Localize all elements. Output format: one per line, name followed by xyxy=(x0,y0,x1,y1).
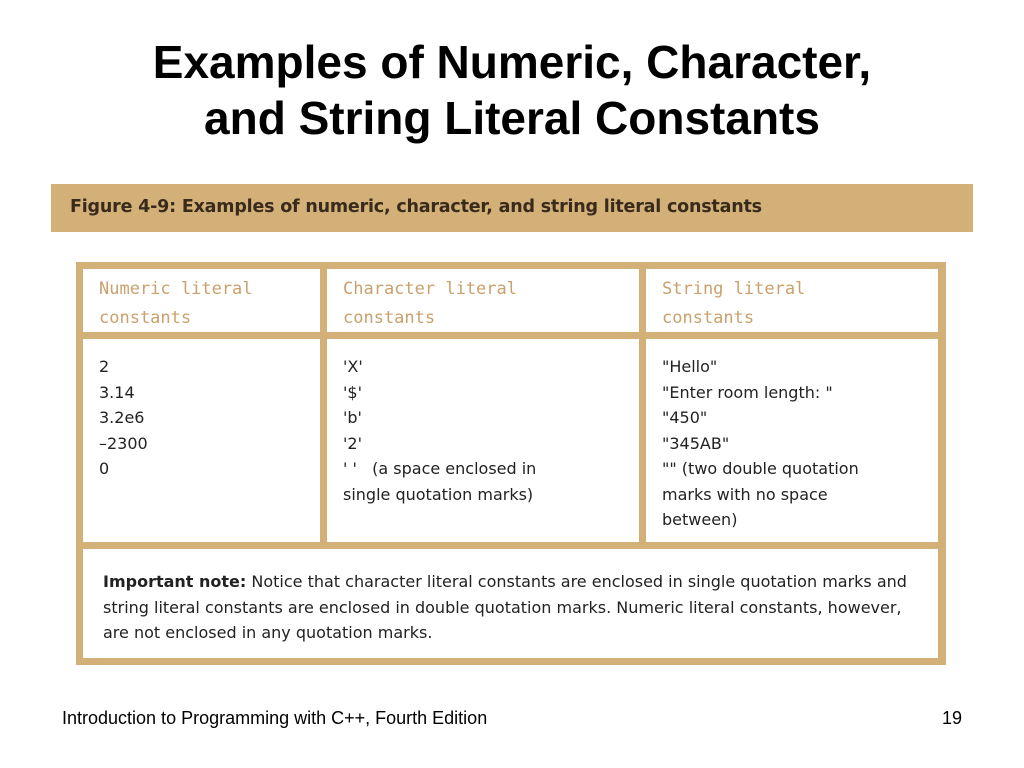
character-examples xyxy=(327,339,639,542)
page-number: 19 xyxy=(941,708,962,728)
numeric-examples xyxy=(83,339,320,542)
figure-caption: Figure 4-9: Examples of numeric, character, and string literal constants xyxy=(70,197,762,217)
list-item: '$' xyxy=(343,382,362,402)
list-item: –2300 xyxy=(99,433,148,453)
list-item: marks with no space xyxy=(662,484,828,504)
list-item: 0 xyxy=(99,459,110,478)
title-line-1: Examples of Numeric, Character, xyxy=(152,36,872,88)
list-item: between) xyxy=(662,510,738,529)
title-line-2: and String Literal Constants xyxy=(204,92,820,144)
string-examples xyxy=(646,339,938,542)
header-numeric: Numeric literal constants xyxy=(83,269,320,332)
list-item: 'X' xyxy=(343,357,363,376)
list-item: 3.2e6 xyxy=(99,408,145,427)
list-item: 2 xyxy=(99,357,110,376)
list-item: "Enter room length: " xyxy=(662,382,833,402)
figure-caption-bar xyxy=(51,184,973,232)
list-item: '2' xyxy=(343,433,362,453)
list-item: single quotation marks) xyxy=(343,484,534,504)
header-string: String literal constants xyxy=(646,269,938,332)
list-item: 3.14 xyxy=(99,382,135,402)
slide-title xyxy=(0,34,1024,146)
list-item: "" (two double quotation xyxy=(662,459,859,478)
list-item: "Hello" xyxy=(662,357,718,376)
note-text: Notice that character literal constants are enclosed in single quotation marks and string literal constants are enclosed in double quotation marks. Numeric literal constants, however, are not enclosed in any quotation marks. xyxy=(103,572,907,642)
note-label: Important note: xyxy=(103,572,247,591)
important-note xyxy=(83,549,938,658)
literal-constants-table xyxy=(76,262,946,665)
list-item: ' ' (a space enclosed in xyxy=(343,459,537,478)
list-item: "450" xyxy=(662,408,708,427)
list-item: "345AB" xyxy=(662,433,730,453)
header-character: Character literal constants xyxy=(327,269,639,332)
footer-book-title: Introduction to Programming with C++, Fourth Edition xyxy=(62,708,488,728)
list-item: 'b' xyxy=(343,408,362,427)
